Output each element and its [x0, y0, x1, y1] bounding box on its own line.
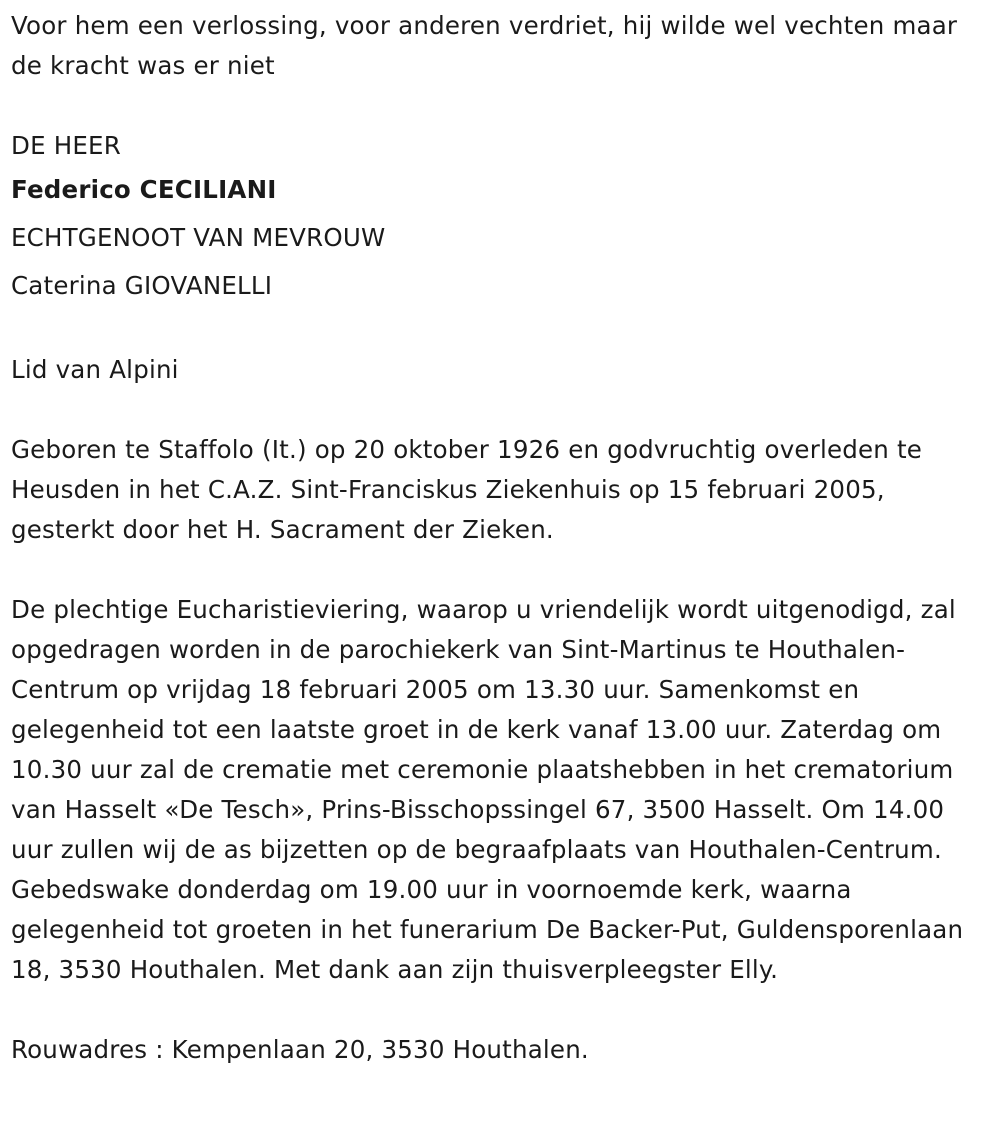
spacer [11, 86, 990, 126]
title-prefix: DE HEER [11, 131, 121, 160]
deceased-name: Federico CECILIANI [11, 175, 277, 204]
ceremony-paragraph: De plechtige Eucharistieviering, waarop u vriendelijk wordt uitgenodigd, zal opgedragen worden in de parochiekerk van Sint-Martinus te Houthalen-Centrum op vrijdag 18 februari 2005 om 13.30 uur. Samenkomst en gelegenheid tot een laatste groet in de kerk vanaf 13.00 uur. Zaterdag om 10.30 uur zal de crematie met ceremonie plaatshebben in het crematorium van Hasselt «De Tesch», Prins-Bisschopssingel 67, 3500 Hasselt. Om 14.00 uur zullen wij de as bijzetten op de begraafplaats van Houthalen-Centrum. Gebedswake donderdag om 19.00 uur in voornoemde kerk, waarna gelegenheid tot groeten in het funerarium De Backer-Put, Guldensporenlaan 18, 3530 Houthalen. Met dank aan zijn thuisverpleegster Elly. [11, 595, 964, 984]
membership-text: Lid van Alpini [11, 355, 179, 384]
spacer [11, 990, 990, 1030]
motto-text: Voor hem een verlossing, voor anderen verdriet, hij wilde wel vechten maar de kracht was er niet [11, 11, 958, 80]
spacer [11, 390, 990, 430]
spouse-title: ECHTGENOOT VAN MEVROUW [11, 223, 386, 252]
obituary [11, 6, 990, 1070]
spacer [11, 310, 990, 350]
spouse-name: Caterina GIOVANELLI [11, 271, 273, 300]
spacer [11, 550, 990, 590]
mourning-address: Rouwadres : Kempenlaan 20, 3530 Houthalen. [11, 1035, 589, 1064]
birth-death-paragraph: Geboren te Staffolo (It.) op 20 oktober 1926 en godvruchtig overleden te Heusden in het C.A.Z. Sint-Franciskus Ziekenhuis op 15 februari 2005, gesterkt door het H. Sacrament der Zieken. [11, 435, 923, 544]
